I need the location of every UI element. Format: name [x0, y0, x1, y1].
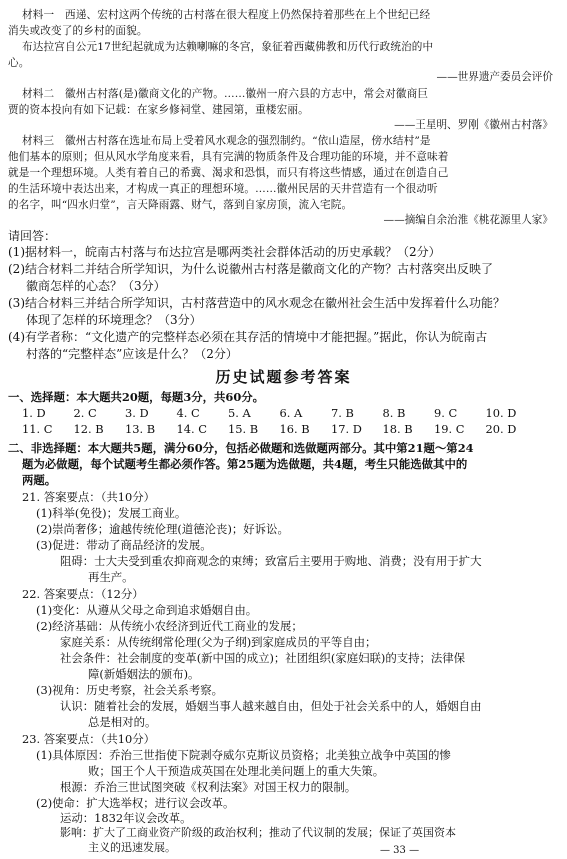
- answer-21-line-5: 再生产。: [88, 570, 134, 584]
- material-1-line-2: 消失或改变了的乡村的面貌。: [8, 25, 148, 37]
- answer-22-line-3: 家庭关系：从传统纲常伦理(父为子纲)到家庭成员的平等自由；: [60, 635, 377, 649]
- answer-23-line-4: (2)使命：扩大选举权；进行议会改革。: [36, 796, 235, 810]
- answer-5: 5. A: [228, 406, 251, 420]
- material-1-line-3: 布达拉宫自公元17世纪起就成为达赖喇嘛的冬宫，象征着西藏佛教和历代行政统治的中: [22, 41, 434, 53]
- question-1: (1)据材料一，皖南古村落与布达拉宫是哪两类社会群体活动的历史承载？（2分）: [8, 245, 441, 259]
- answer-23-heading: 23. 答案要点：（共10分）: [22, 732, 156, 746]
- answer-22-heading: 22. 答案要点：（12分）: [22, 587, 144, 601]
- answer-15: 15. B: [228, 422, 259, 436]
- answers-row-2: [22, 422, 537, 436]
- material-3-line-5: 的名字，叫“四水归堂”，言天降雨露、财气，落到自家房顶，流入宅院。: [8, 199, 353, 211]
- answer-11: 11. C: [22, 422, 53, 436]
- question-3-line-2: 体现了怎样的环境理念？（3分）: [26, 313, 202, 327]
- answer-title: 历史试题参考答案: [215, 368, 352, 386]
- answer-1: 1. D: [22, 406, 46, 420]
- answer-22-line-6: (3)视角：历史考察，社会关系考察。: [36, 683, 223, 697]
- answer-21-line-2: (2)崇尚奢侈；逾越传统伦理(道德沦丧)；好诉讼。: [36, 522, 289, 536]
- question-4-line-1: (4)有学者称：“文化遗产的完整样态必须在其存活的情境中才能把握。”据此，你认为皖南古: [8, 330, 488, 344]
- answer-10: 10. D: [485, 406, 517, 420]
- section-2-heading-line-3: 两题。: [22, 473, 57, 487]
- answer-23-line-2: 败；国王个人干预造成英国在处理北美问题上的重大失策。: [88, 764, 385, 778]
- answer-22-line-2: (2)经济基础：从传统小农经济到近代工商业的发展；: [36, 619, 303, 633]
- answer-12: 12. B: [73, 422, 104, 436]
- answer-8: 8. B: [382, 406, 406, 420]
- material-3-source: ——摘编自余治淮《桃花源里人家》: [383, 214, 553, 226]
- question-3-line-1: (3)结合材料三并结合所学知识，古村落营造中的风水观念在徽州社会生活中发挥着什么功能？: [8, 296, 506, 310]
- answer-18: 18. B: [382, 422, 413, 436]
- question-2-line-2: 徽商怎样的心态？（3分）: [26, 279, 166, 293]
- answer-16: 16. B: [279, 422, 310, 436]
- page-number: — 33 —: [380, 845, 420, 856]
- answer-21-line-4: 阻碍：士大夫受到重农抑商观念的束缚；致富后主要用于购地、消费；没有用于扩大: [60, 554, 482, 568]
- answer-19: 19. C: [434, 422, 465, 436]
- answer-23-line-7: 主义的迅速发展。: [88, 841, 176, 854]
- answer-14: 14. C: [176, 422, 207, 436]
- answer-22-line-7: 认识：随着社会的发展，婚姻当事人越来越自由，但处于社会关系中的人，婚姻自由: [60, 699, 482, 713]
- material-2-source: ——王星明、罗刚《徽州古村落》: [394, 119, 553, 131]
- answer-21-line-1: (1)科举(免役)；发展工商业。: [36, 506, 187, 520]
- answer-2: 2. C: [73, 406, 97, 420]
- section-2-heading-line-2: 题为必做题，每个试题考生都必须作答。第25题为选做题，共4题，考生只能选做其中的: [22, 457, 468, 471]
- answer-23-line-1: (1)具体原因：乔治三世指使下院剥夺威尔克斯议员资格；北美独立战争中英国的惨: [36, 748, 451, 762]
- question-4-line-2: 村落的“完整样态”应该是什么？（2分）: [26, 347, 238, 361]
- answer-23-line-5: 运动：1832年议会改革。: [60, 811, 192, 825]
- answer-3: 3. D: [125, 406, 149, 420]
- answer-20: 20. D: [485, 422, 517, 436]
- material-1-line-4: 心。: [8, 57, 30, 69]
- material-2-line-2: 贾的资本投向有如下记载：在家乡修祠堂、建园第，重楼宏丽。: [8, 104, 309, 116]
- answer-22-line-4: 社会条件：社会制度的变革(新中国的成立)；社团组织(家庭妇联)的支持；法律保: [60, 651, 466, 665]
- material-1-line-1: 材料一 西递、宏村这两个传统的古村落在很大程度上仍然保持着那些在上个世纪已经: [22, 9, 431, 21]
- material-3-line-1: 材料三 徽州古村落在选址布局上受着风水观念的强烈制约。“依山造屋，傍水结村”是: [22, 135, 431, 147]
- answer-6: 6. A: [279, 406, 303, 420]
- material-3-line-4: 的生活环境中表达出来，才构成一真正的理想环境。……徽州民居的天井营造有一个很动听: [8, 183, 438, 195]
- material-3-line-3: 就是一个理想环境。人类有着自己的希冀、渴求和恐惧，而只有将这些情感，通过在创造自己: [8, 167, 449, 179]
- answer-23-line-6: 影响：扩大了工商业资产阶级的政治权利；推动了代议制的发展；保证了英国资本: [60, 826, 456, 839]
- material-1-source: ——世界遗产委员会评价: [436, 71, 553, 83]
- answers-row-1: [22, 406, 537, 420]
- answer-23-line-3: 根源：乔治三世试图突破《权利法案》对国王权力的限制。: [60, 780, 357, 794]
- answer-4: 4. C: [176, 406, 200, 420]
- question-2-line-1: (2)结合材料二并结合所学知识，为什么说徽州古村落是徽商文化的产物？古村落突出反映了: [8, 262, 494, 276]
- answer-22-line-5: 障(新婚姻法的颁布)。: [88, 667, 200, 681]
- answer-22-line-8: 总是相对的。: [88, 715, 157, 729]
- answer-17: 17. D: [331, 422, 362, 436]
- answer-13: 13. B: [125, 422, 156, 436]
- section-1-heading: 一、选择题：本大题共20题，每题3分，共60分。: [8, 390, 265, 404]
- section-2-heading-line-1: 二、非选择题：本大题共5题，满分60分，包括必做题和选做题两部分。其中第21题～第24: [8, 441, 474, 455]
- questions-intro: 请回答：: [8, 229, 57, 243]
- answer-21-heading: 21. 答案要点：（共10分）: [22, 490, 156, 504]
- answer-7: 7. B: [331, 406, 354, 420]
- answer-9: 9. C: [434, 406, 458, 420]
- material-2-line-1: 材料二 徽州古村落(是)徽商文化的产物。……徽州一府六县的方志中，常会对徽商巨: [22, 88, 429, 100]
- answer-22-line-1: (1)变化：从遵从父母之命到追求婚姻自由。: [36, 603, 258, 617]
- answer-21-line-3: (3)促进：带动了商品经济的发展。: [36, 538, 212, 552]
- material-3-line-2: 他们基本的原则；但从风水学角度来看，具有完满的物质条件及合理功能的环境，并不意味着: [8, 151, 449, 163]
